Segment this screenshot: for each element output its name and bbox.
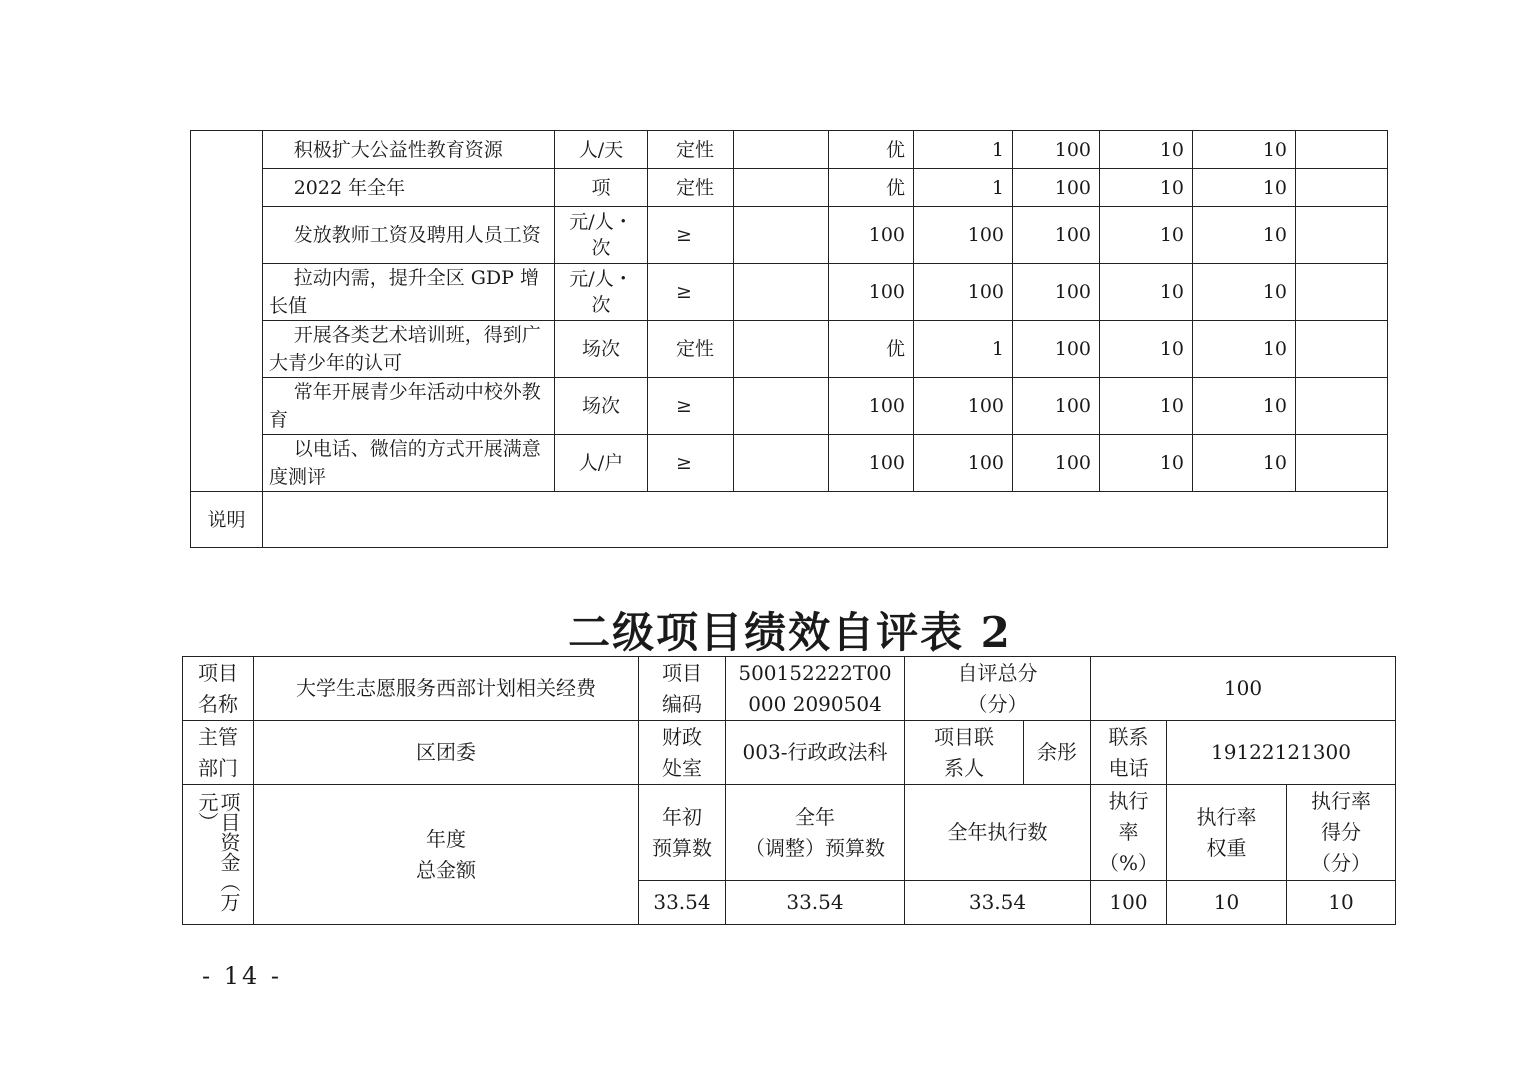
exec-weight-label-2: 权重 — [1206, 835, 1247, 860]
cell-target — [734, 435, 829, 492]
cell-unit: 元/人・次 — [555, 264, 648, 321]
self-score-label-text: 自评总分（分） — [957, 660, 1038, 716]
dept-label — [183, 721, 254, 785]
contact-label — [905, 721, 1024, 785]
annual-total-label-1: 年度 — [426, 826, 466, 851]
cell-indicator: 2022 年全年 — [263, 169, 555, 207]
cell-type: 定性 — [648, 169, 734, 207]
project-name-label — [183, 657, 254, 721]
project-code-text: 500152222T00000 2090504 — [738, 660, 892, 716]
cell-type: ≥ — [648, 378, 734, 435]
cell-score: 10 — [1193, 435, 1296, 492]
contact-label-text: 项目联系人 — [934, 724, 994, 780]
initial-budget: 33.54 — [639, 881, 726, 925]
cell-score: 10 — [1193, 207, 1296, 264]
funds-label — [183, 785, 254, 925]
exec-weight-label-1: 执行率 — [1196, 804, 1257, 829]
dept: 区团委 — [254, 721, 639, 785]
cell-score: 10 — [1193, 264, 1296, 321]
department-row — [183, 721, 1396, 785]
cell-actual: 优 — [829, 169, 914, 207]
cell-weight: 10 — [1100, 264, 1193, 321]
exec-rate-label-1: 执行 — [1108, 789, 1149, 813]
cell-score-ratio: 100 — [914, 264, 1013, 321]
category-cell — [191, 131, 263, 492]
exec-weight-label — [1167, 785, 1287, 881]
phone: 19122121300 — [1167, 721, 1396, 785]
self-score: 100 — [1091, 657, 1396, 721]
cell-completion: 100 — [1013, 321, 1100, 378]
funds-label-text: 项目资金（万元） — [195, 791, 241, 912]
cell-target — [734, 169, 829, 207]
cell-unit: 人/户 — [555, 435, 648, 492]
cell-completion: 100 — [1013, 131, 1100, 169]
table-row — [191, 264, 1388, 321]
exec-score-label — [1287, 785, 1396, 881]
cell-target — [734, 207, 829, 264]
cell-actual: 100 — [829, 207, 914, 264]
cell-indicator: 以电话、微信的方式开展满意度测评 — [263, 435, 555, 492]
cell-weight: 10 — [1100, 207, 1193, 264]
explanation-value — [263, 492, 1388, 548]
funds-header-row — [183, 785, 1396, 881]
table-row — [191, 435, 1388, 492]
exec-rate-label — [1091, 785, 1167, 881]
cell-indicator: 拉动内需，提升全区 GDP 增长值 — [263, 264, 555, 321]
cell-completion: 100 — [1013, 169, 1100, 207]
cell-score-ratio: 1 — [914, 131, 1013, 169]
cell-target — [734, 131, 829, 169]
cell-score-ratio: 100 — [914, 378, 1013, 435]
cell-target — [734, 321, 829, 378]
finance-office-label-text: 财政处室 — [662, 724, 702, 780]
cell-score: 10 — [1193, 321, 1296, 378]
cell-completion: 100 — [1013, 264, 1100, 321]
executed: 33.54 — [905, 881, 1091, 925]
cell-indicator: 积极扩大公益性教育资源 — [263, 131, 555, 169]
cell-completion: 100 — [1013, 207, 1100, 264]
cell-actual: 优 — [829, 131, 914, 169]
cell-unit: 场次 — [555, 321, 648, 378]
project-code-label-text: 项目编码 — [662, 660, 702, 716]
cell-completion: 100 — [1013, 378, 1100, 435]
cell-note — [1296, 378, 1388, 435]
dept-label-text: 主管部门 — [198, 724, 238, 780]
self-score-label — [905, 657, 1091, 721]
cell-actual: 100 — [829, 378, 914, 435]
cell-completion: 100 — [1013, 435, 1100, 492]
cell-note — [1296, 264, 1388, 321]
project-code-label — [639, 657, 726, 721]
project-self-evaluation-table — [182, 656, 1396, 925]
cell-note — [1296, 207, 1388, 264]
cell-score-ratio: 100 — [914, 207, 1013, 264]
adjusted-budget: 33.54 — [726, 881, 905, 925]
exec-rate-label-3: （%） — [1098, 851, 1158, 875]
phone-label-text: 联系电话 — [1108, 724, 1149, 780]
cell-score-ratio: 1 — [914, 321, 1013, 378]
exec-score-label-1: 执行率 — [1311, 789, 1371, 813]
cell-unit: 场次 — [555, 378, 648, 435]
table-row — [191, 378, 1388, 435]
cell-weight: 10 — [1100, 169, 1193, 207]
adjusted-budget-label-2: （调整）预算数 — [745, 835, 885, 860]
project-code — [726, 657, 905, 721]
cell-target — [734, 378, 829, 435]
cell-target — [734, 264, 829, 321]
performance-indicator-table — [190, 130, 1388, 548]
executed-label: 全年执行数 — [905, 785, 1091, 881]
cell-note — [1296, 435, 1388, 492]
table-row — [191, 207, 1388, 264]
cell-actual: 100 — [829, 435, 914, 492]
project-info-row — [183, 657, 1396, 721]
page-number: - 14 - — [202, 962, 283, 990]
exec-score-label-2: 得分 — [1321, 820, 1361, 844]
finance-office: 003-行政政法科 — [726, 721, 905, 785]
project-name: 大学生志愿服务西部计划相关经费 — [254, 657, 639, 721]
adjusted-budget-label — [726, 785, 905, 881]
cell-weight: 10 — [1100, 435, 1193, 492]
phone-label — [1091, 721, 1167, 785]
finance-office-label — [639, 721, 726, 785]
cell-type: ≥ — [648, 207, 734, 264]
cell-actual: 优 — [829, 321, 914, 378]
cell-note — [1296, 321, 1388, 378]
exec-weight: 10 — [1167, 881, 1287, 925]
initial-budget-label-2: 预算数 — [652, 835, 712, 860]
project-name-label-text: 项目名称 — [198, 660, 238, 716]
explanation-row — [191, 492, 1388, 548]
annual-total-label — [254, 785, 639, 925]
cell-type: ≥ — [648, 264, 734, 321]
cell-type: ≥ — [648, 435, 734, 492]
cell-score: 10 — [1193, 131, 1296, 169]
cell-weight: 10 — [1100, 378, 1193, 435]
cell-type: 定性 — [648, 321, 734, 378]
cell-type: 定性 — [648, 131, 734, 169]
section-title: 二级项目绩效自评表 2 — [568, 608, 1012, 657]
cell-indicator: 开展各类艺术培训班，得到广大青少年的认可 — [263, 321, 555, 378]
cell-note — [1296, 131, 1388, 169]
cell-unit: 元/人・次 — [555, 207, 648, 264]
cell-score-ratio: 100 — [914, 435, 1013, 492]
cell-unit: 人/天 — [555, 131, 648, 169]
cell-weight: 10 — [1100, 321, 1193, 378]
contact: 余彤 — [1024, 721, 1091, 785]
cell-unit: 项 — [555, 169, 648, 207]
exec-score-label-3: （分） — [1311, 851, 1371, 875]
cell-indicator: 常年开展青少年活动中校外教育 — [263, 378, 555, 435]
cell-weight: 10 — [1100, 131, 1193, 169]
table-row — [191, 131, 1388, 169]
cell-indicator: 发放教师工资及聘用人员工资 — [263, 207, 555, 264]
cell-actual: 100 — [829, 264, 914, 321]
table-row — [191, 321, 1388, 378]
cell-score: 10 — [1193, 378, 1296, 435]
exec-rate-label-2: 率 — [1118, 820, 1139, 844]
cell-score: 10 — [1193, 169, 1296, 207]
initial-budget-label — [639, 785, 726, 881]
table-row — [191, 169, 1388, 207]
adjusted-budget-label-1: 全年 — [795, 804, 835, 829]
exec-score: 10 — [1287, 881, 1396, 925]
exec-rate: 100 — [1091, 881, 1167, 925]
annual-total-label-2: 总金额 — [416, 857, 476, 882]
cell-score-ratio: 1 — [914, 169, 1013, 207]
explanation-label: 说明 — [191, 492, 263, 548]
cell-note — [1296, 169, 1388, 207]
initial-budget-label-1: 年初 — [662, 804, 702, 829]
